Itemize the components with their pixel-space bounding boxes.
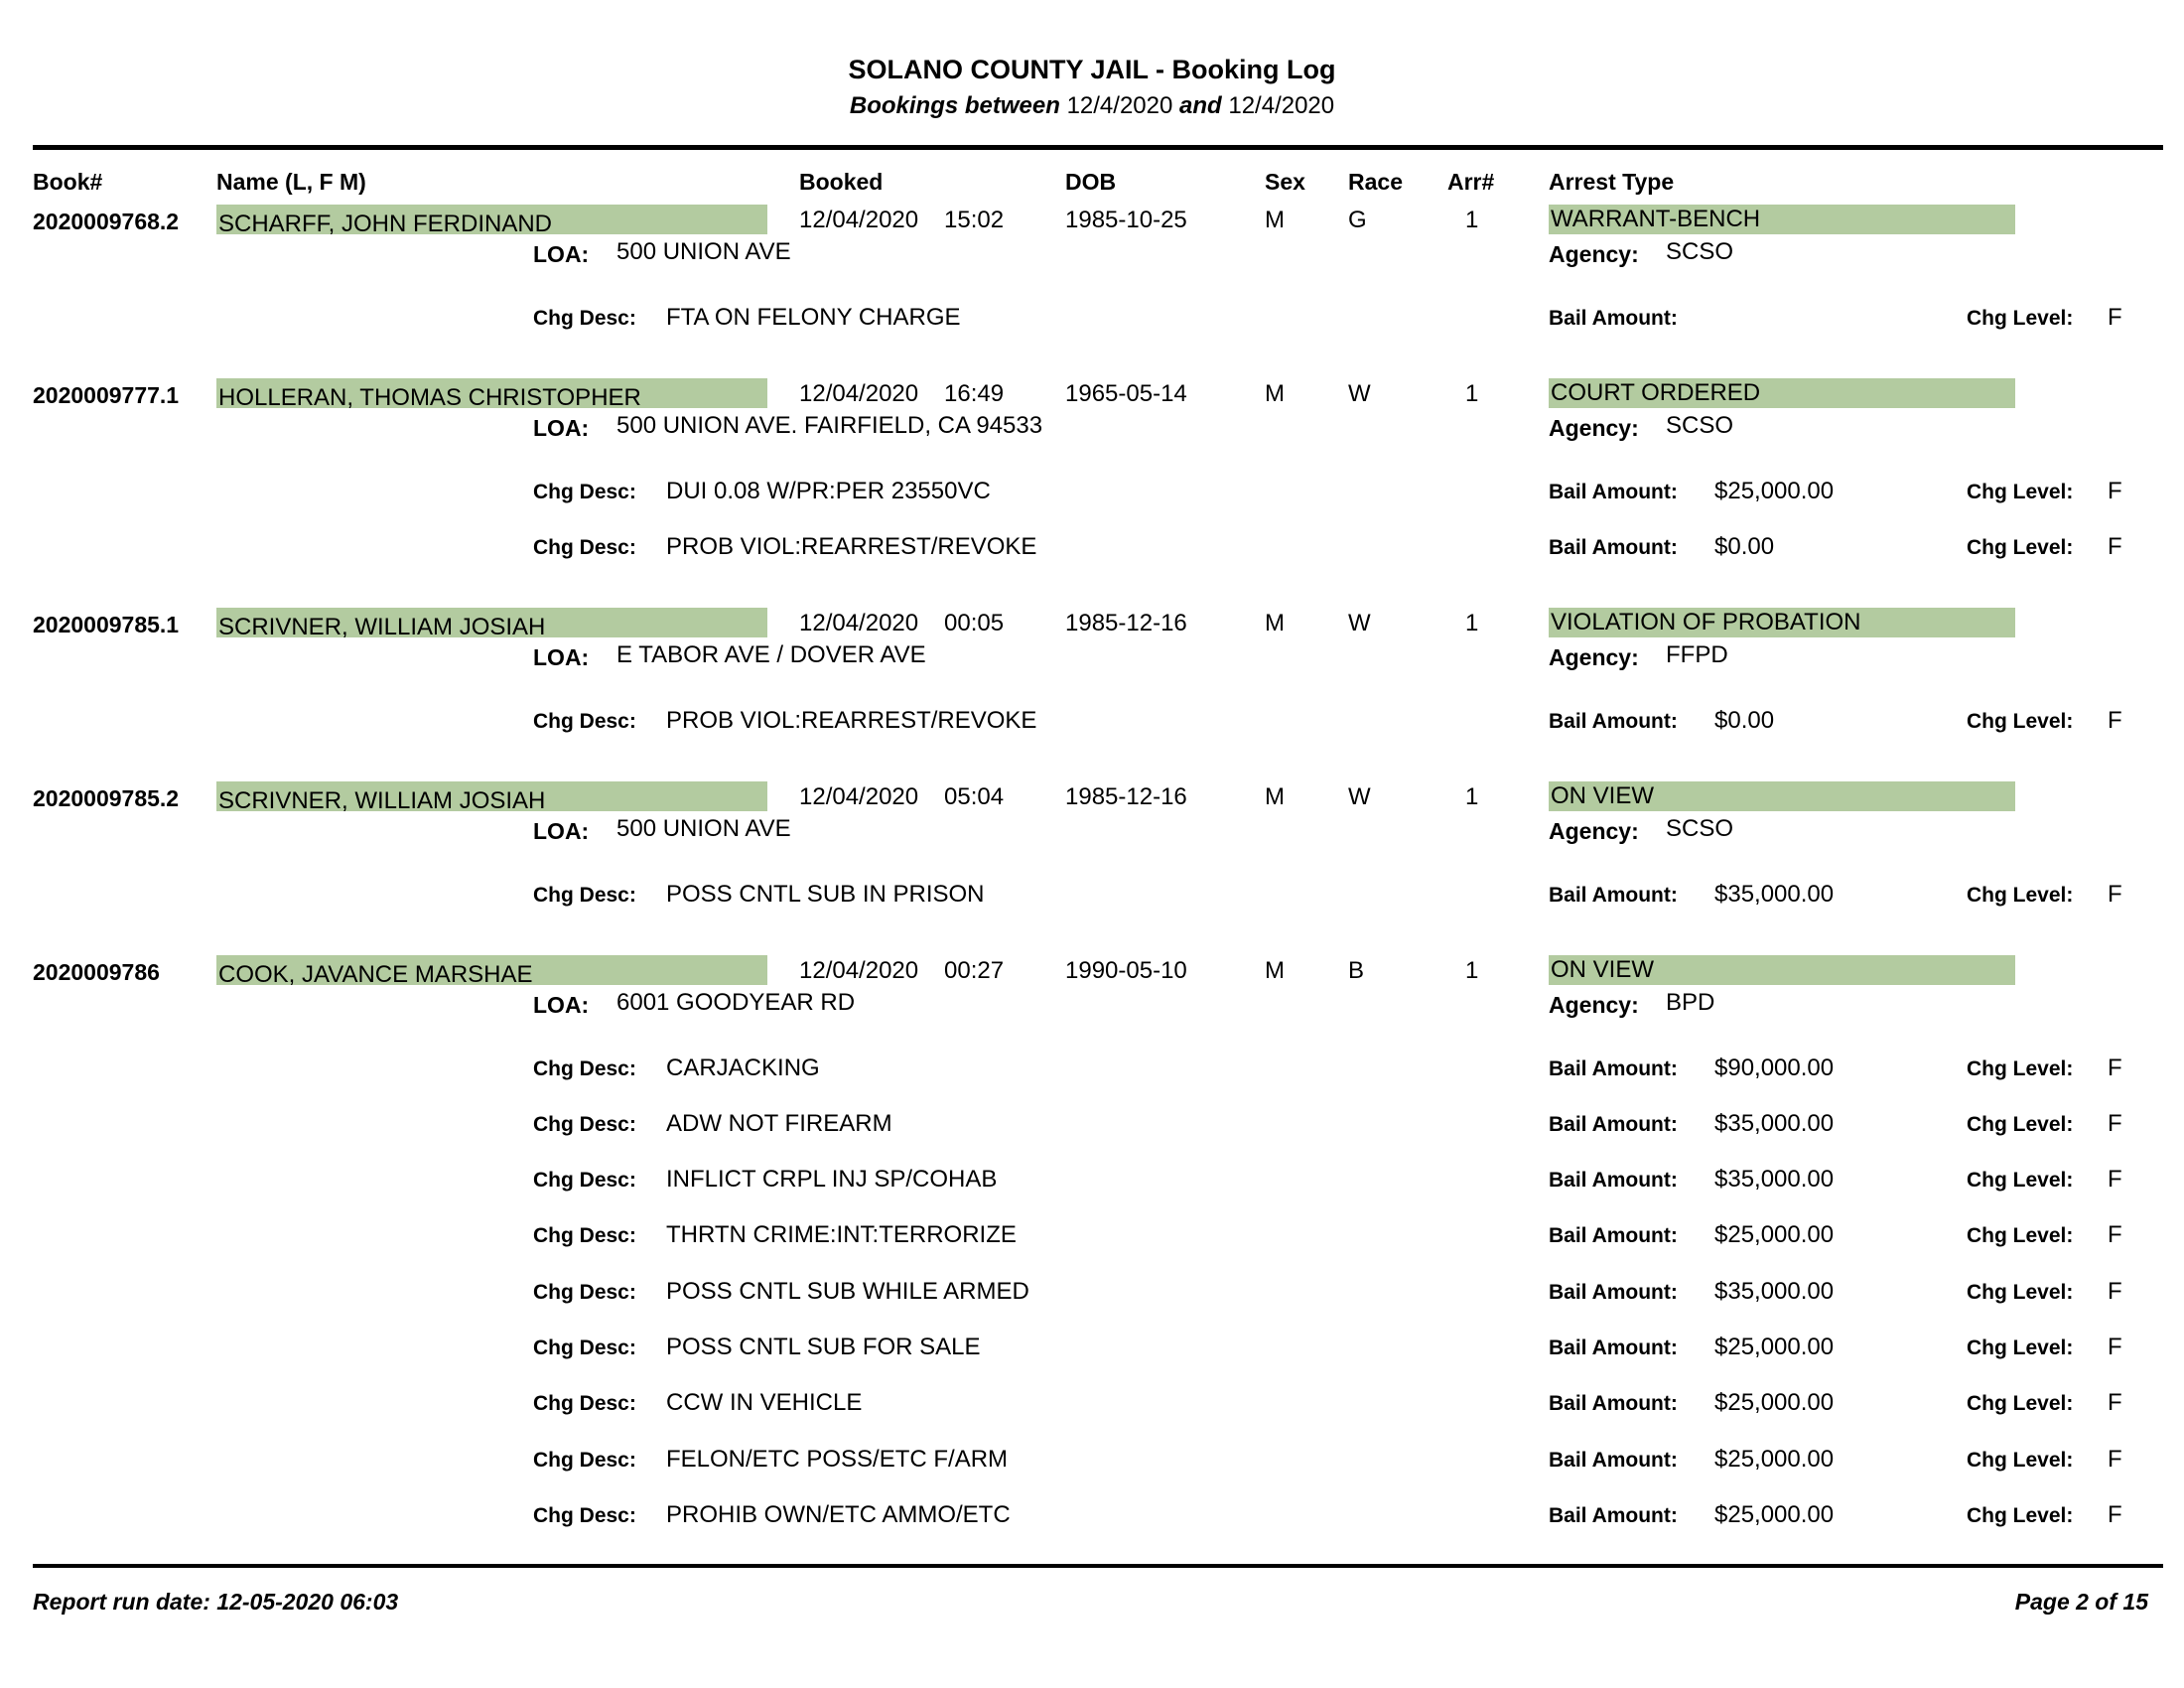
sex-value: M — [1265, 207, 1285, 233]
booked-time: 15:02 — [944, 207, 1005, 233]
charge-level: F — [2108, 1334, 2122, 1360]
booked-date: 12/04/2020 — [799, 207, 919, 233]
arrest-type-bar — [1549, 378, 2015, 408]
charge-level: F — [2108, 1501, 2122, 1528]
arrest-type-bar — [1549, 955, 2015, 985]
column-header-booked: Booked — [799, 169, 884, 195]
loa-label: LOA: — [533, 415, 590, 441]
bail-amount: $0.00 — [1714, 707, 1775, 734]
charge-description: DUI 0.08 W/PR:PER 23550VC — [666, 478, 991, 504]
charge-description: INFLICT CRPL INJ SP/COHAB — [666, 1166, 998, 1193]
dob-value: 1990-05-10 — [1065, 957, 1187, 984]
inmate-name-bar — [216, 781, 767, 814]
chg-level-label: Chg Level: — [1967, 1113, 2074, 1136]
charge-description: CCW IN VEHICLE — [666, 1389, 863, 1416]
race-value: W — [1348, 610, 1371, 636]
charge-level: F — [2108, 304, 2122, 331]
chg-level-label: Chg Level: — [1967, 1336, 2074, 1359]
booked-date: 12/04/2020 — [799, 957, 919, 984]
chg-level-label: Chg Level: — [1967, 536, 2074, 559]
page-number: Page 2 of 15 — [2014, 1589, 2148, 1615]
arrest-type: ON VIEW — [1551, 956, 1655, 983]
chg-level-label: Chg Level: — [1967, 307, 2074, 330]
footer-divider — [33, 1564, 2163, 1568]
booked-date: 12/04/2020 — [799, 783, 919, 810]
booked-time: 16:49 — [944, 380, 1005, 407]
report-run-date: Report run date: 12-05-2020 06:03 — [33, 1589, 399, 1615]
charge-description: THRTN CRIME:INT:TERRORIZE — [666, 1221, 1017, 1248]
column-header-race: Race — [1348, 169, 1403, 195]
dob-value: 1985-12-16 — [1065, 783, 1187, 810]
book-number: 2020009777.1 — [33, 382, 180, 408]
chg-desc-label: Chg Desc: — [533, 1281, 636, 1304]
charge-level: F — [2108, 533, 2122, 560]
chg-level-label: Chg Level: — [1967, 1392, 2074, 1415]
bail-amount: $35,000.00 — [1714, 1110, 1835, 1137]
agency-value: SCSO — [1666, 238, 1734, 265]
bail-amount: $35,000.00 — [1714, 1278, 1835, 1305]
report-subtitle — [0, 92, 2184, 120]
chg-desc-label: Chg Desc: — [533, 884, 636, 907]
bail-amount-label: Bail Amount: — [1549, 1281, 1678, 1304]
report-title: SOLANO COUNTY JAIL - Booking Log — [848, 55, 1336, 84]
loa-value: 500 UNION AVE. FAIRFIELD, CA 94533 — [616, 412, 1043, 439]
charge-description: PROHIB OWN/ETC AMMO/ETC — [666, 1501, 1011, 1528]
chg-desc-label: Chg Desc: — [533, 710, 636, 733]
bail-amount: $25,000.00 — [1714, 478, 1835, 504]
charge-level: F — [2108, 1278, 2122, 1305]
sex-value: M — [1265, 380, 1285, 407]
charge-description: POSS CNTL SUB WHILE ARMED — [666, 1278, 1029, 1305]
subtitle-mid: and — [1179, 92, 1222, 119]
book-number: 2020009786 — [33, 959, 160, 985]
booked-time: 00:27 — [944, 957, 1005, 984]
chg-desc-label: Chg Desc: — [533, 1113, 636, 1136]
bail-amount-label: Bail Amount: — [1549, 1392, 1678, 1415]
charge-description: POSS CNTL SUB FOR SALE — [666, 1334, 981, 1360]
agency-value: SCSO — [1666, 412, 1734, 439]
bail-amount: $35,000.00 — [1714, 881, 1835, 908]
charge-level: F — [2108, 707, 2122, 734]
agency-value: BPD — [1666, 989, 1715, 1016]
chg-desc-label: Chg Desc: — [533, 1449, 636, 1472]
bail-amount: $90,000.00 — [1714, 1055, 1835, 1081]
booked-date: 12/04/2020 — [799, 380, 919, 407]
chg-level-label: Chg Level: — [1967, 1169, 2074, 1192]
inmate-name-bar — [216, 608, 767, 640]
charge-description: PROB VIOL:REARREST/REVOKE — [666, 533, 1037, 560]
charge-level: F — [2108, 881, 2122, 908]
chg-desc-label: Chg Desc: — [533, 307, 636, 330]
chg-level-label: Chg Level: — [1967, 1224, 2074, 1247]
chg-level-label: Chg Level: — [1967, 710, 2074, 733]
arrest-type: WARRANT-BENCH — [1551, 206, 1761, 232]
agency-label: Agency: — [1549, 644, 1639, 670]
charge-description: FTA ON FELONY CHARGE — [666, 304, 961, 331]
agency-value: FFPD — [1666, 641, 1728, 668]
inmate-name: HOLLERAN, THOMAS CHRISTOPHER — [218, 384, 641, 411]
book-number: 2020009785.1 — [33, 612, 180, 637]
arrest-type-bar — [1549, 781, 2015, 811]
bail-amount-label: Bail Amount: — [1549, 1113, 1678, 1136]
bail-amount: $0.00 — [1714, 533, 1775, 560]
chg-level-label: Chg Level: — [1967, 1449, 2074, 1472]
arrest-type-bar — [1549, 205, 2015, 234]
chg-desc-label: Chg Desc: — [533, 1504, 636, 1527]
charge-description: PROB VIOL:REARREST/REVOKE — [666, 707, 1037, 734]
sex-value: M — [1265, 957, 1285, 984]
dob-value: 1965-05-14 — [1065, 380, 1187, 407]
bail-amount-label: Bail Amount: — [1549, 1504, 1678, 1527]
bail-amount-label: Bail Amount: — [1549, 536, 1678, 559]
charge-level: F — [2108, 1446, 2122, 1473]
agency-label: Agency: — [1549, 415, 1639, 441]
column-header-name: Name (L, F M) — [216, 169, 366, 195]
charge-level: F — [2108, 1389, 2122, 1416]
arrest-number: 1 — [1465, 610, 1479, 636]
bail-amount: $35,000.00 — [1714, 1166, 1835, 1193]
chg-desc-label: Chg Desc: — [533, 1224, 636, 1247]
inmate-name: SCHARFF, JOHN FERDINAND — [218, 211, 553, 237]
bail-amount-label: Bail Amount: — [1549, 710, 1678, 733]
loa-label: LOA: — [533, 992, 590, 1018]
charge-level: F — [2108, 1110, 2122, 1137]
inmate-name: COOK, JAVANCE MARSHAE — [218, 961, 533, 988]
arrest-type-bar — [1549, 608, 2015, 637]
loa-value: 500 UNION AVE — [616, 815, 791, 842]
chg-level-label: Chg Level: — [1967, 884, 2074, 907]
arrest-type: COURT ORDERED — [1551, 379, 1761, 406]
chg-level-label: Chg Level: — [1967, 1057, 2074, 1080]
chg-level-label: Chg Level: — [1967, 481, 2074, 503]
bail-amount: $25,000.00 — [1714, 1446, 1835, 1473]
agency-label: Agency: — [1549, 818, 1639, 844]
column-header-sex: Sex — [1265, 169, 1305, 195]
subtitle-start-date: 12/4/2020 — [1066, 92, 1173, 119]
header-divider — [33, 145, 2163, 150]
charge-level: F — [2108, 478, 2122, 504]
chg-desc-label: Chg Desc: — [533, 536, 636, 559]
charge-level: F — [2108, 1055, 2122, 1081]
bail-amount-label: Bail Amount: — [1549, 1057, 1678, 1080]
bail-amount: $25,000.00 — [1714, 1334, 1835, 1360]
loa-value: 6001 GOODYEAR RD — [616, 989, 856, 1016]
dob-value: 1985-12-16 — [1065, 610, 1187, 636]
arrest-number: 1 — [1465, 207, 1479, 233]
loa-value: 500 UNION AVE — [616, 238, 791, 265]
race-value: B — [1348, 957, 1365, 984]
arrest-number: 1 — [1465, 380, 1479, 407]
race-value: G — [1348, 207, 1367, 233]
chg-desc-label: Chg Desc: — [533, 1336, 636, 1359]
subtitle-end-date: 12/4/2020 — [1228, 92, 1335, 119]
booked-time: 00:05 — [944, 610, 1005, 636]
column-header-dob: DOB — [1065, 169, 1117, 195]
chg-desc-label: Chg Desc: — [533, 1169, 636, 1192]
inmate-name-bar — [216, 955, 767, 988]
column-header-arrest-type: Arrest Type — [1549, 169, 1675, 195]
book-number: 2020009768.2 — [33, 209, 180, 234]
race-value: W — [1348, 380, 1371, 407]
booked-time: 05:04 — [944, 783, 1005, 810]
arrest-type: ON VIEW — [1551, 782, 1655, 809]
race-value: W — [1348, 783, 1371, 810]
arrest-number: 1 — [1465, 957, 1479, 984]
inmate-name: SCRIVNER, WILLIAM JOSIAH — [218, 614, 546, 640]
loa-value: E TABOR AVE / DOVER AVE — [616, 641, 926, 668]
charge-description: CARJACKING — [666, 1055, 820, 1081]
bail-amount-label: Bail Amount: — [1549, 1449, 1678, 1472]
booked-date: 12/04/2020 — [799, 610, 919, 636]
loa-label: LOA: — [533, 818, 590, 844]
bail-amount: $25,000.00 — [1714, 1389, 1835, 1416]
chg-desc-label: Chg Desc: — [533, 481, 636, 503]
book-number: 2020009785.2 — [33, 785, 180, 811]
agency-label: Agency: — [1549, 241, 1639, 267]
bail-amount: $25,000.00 — [1714, 1501, 1835, 1528]
column-header-book: Book# — [33, 169, 103, 195]
column-header-arr: Arr# — [1447, 169, 1495, 195]
sex-value: M — [1265, 783, 1285, 810]
arrest-number: 1 — [1465, 783, 1479, 810]
arrest-type: VIOLATION OF PROBATION — [1551, 609, 1861, 635]
chg-desc-label: Chg Desc: — [533, 1057, 636, 1080]
inmate-name-bar — [216, 205, 767, 237]
charge-description: ADW NOT FIREARM — [666, 1110, 892, 1137]
bail-amount-label: Bail Amount: — [1549, 1169, 1678, 1192]
bail-amount-label: Bail Amount: — [1549, 1224, 1678, 1247]
chg-level-label: Chg Level: — [1967, 1504, 2074, 1527]
charge-description: POSS CNTL SUB IN PRISON — [666, 881, 985, 908]
inmate-name-bar — [216, 378, 767, 411]
bail-amount-label: Bail Amount: — [1549, 1336, 1678, 1359]
agency-value: SCSO — [1666, 815, 1734, 842]
chg-level-label: Chg Level: — [1967, 1281, 2074, 1304]
charge-level: F — [2108, 1166, 2122, 1193]
chg-desc-label: Chg Desc: — [533, 1392, 636, 1415]
subtitle-prefix: Bookings between — [849, 92, 1060, 119]
inmate-name: SCRIVNER, WILLIAM JOSIAH — [218, 787, 546, 814]
bail-amount: $25,000.00 — [1714, 1221, 1835, 1248]
bail-amount-label: Bail Amount: — [1549, 307, 1678, 330]
bail-amount-label: Bail Amount: — [1549, 481, 1678, 503]
sex-value: M — [1265, 610, 1285, 636]
bail-amount-label: Bail Amount: — [1549, 884, 1678, 907]
dob-value: 1985-10-25 — [1065, 207, 1187, 233]
loa-label: LOA: — [533, 241, 590, 267]
charge-level: F — [2108, 1221, 2122, 1248]
loa-label: LOA: — [533, 644, 590, 670]
charge-description: FELON/ETC POSS/ETC F/ARM — [666, 1446, 1009, 1473]
agency-label: Agency: — [1549, 992, 1639, 1018]
